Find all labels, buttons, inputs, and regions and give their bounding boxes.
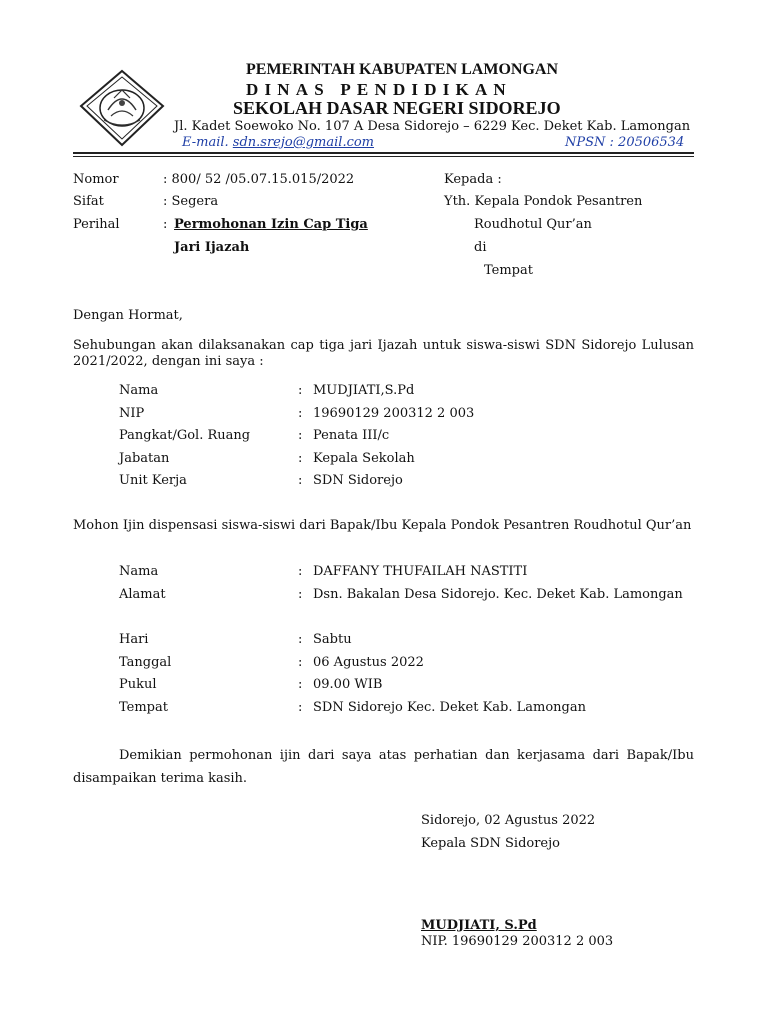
- detail-colon: :: [298, 700, 303, 715]
- email-label: E-mail.: [182, 135, 229, 150]
- email-link[interactable]: sdn.srejo@gmail.com: [232, 135, 375, 150]
- intro-paragraph: Sehubungan akan dilaksanakan cap tiga jari Ijazah untuk siswa-siswi SDN Sidorejo Lulusan 2021/2022, dengan ini saya :: [73, 338, 694, 369]
- detail-value: MUDJIATI,S.Pd: [313, 383, 415, 398]
- detail-label: Tempat: [119, 700, 168, 715]
- letterhead-address: Jl. Kadet Soewoko No. 107 A Desa Sidorejo – 6229 Kec. Deket Kab. Lamongan: [174, 119, 691, 134]
- letterhead-divider-thin: [73, 156, 694, 157]
- greeting: Dengan Hormat,: [73, 308, 183, 323]
- detail-colon: :: [298, 428, 303, 443]
- request-paragraph: Mohon Ijin dispensasi siswa-siswi dari Bapak/Ibu Kepala Pondok Pesantren Roudhotul Qur’an: [73, 518, 692, 533]
- detail-value: Penata III/c: [313, 428, 390, 443]
- nomor-label: Nomor: [73, 172, 119, 187]
- signature-place-date: Sidorejo, 02 Agustus 2022: [421, 813, 596, 828]
- detail-label: Tanggal: [119, 655, 172, 670]
- detail-colon: :: [298, 383, 303, 398]
- detail-colon: :: [298, 632, 303, 647]
- detail-colon: :: [298, 564, 303, 579]
- signature-name: MUDJIATI, S.Pd: [421, 918, 537, 933]
- detail-value: Kepala Sekolah: [313, 451, 415, 466]
- perihal-subject-line2: Jari Ijazah: [174, 240, 250, 255]
- detail-value: SDN Sidorejo: [313, 473, 403, 488]
- detail-value: Dsn. Bakalan Desa Sidorejo. Kec. Deket Kab. Lamongan: [313, 587, 683, 602]
- letterhead-npsn: NPSN : 20506534: [565, 135, 685, 150]
- nomor-value: : 800/ 52 /05.07.15.015/2022: [163, 172, 355, 187]
- detail-value: Sabtu: [313, 632, 352, 647]
- detail-label: Pukul: [119, 677, 157, 692]
- recipient-di: di: [474, 240, 487, 255]
- recipient-place: Tempat: [484, 263, 533, 278]
- detail-label: Unit Kerja: [119, 473, 187, 488]
- recipient-yth: Yth. Kepala Pondok Pesantren: [444, 194, 643, 209]
- detail-value: 06 Agustus 2022: [313, 655, 424, 670]
- detail-value: SDN Sidorejo Kec. Deket Kab. Lamongan: [313, 700, 586, 715]
- detail-value: 09.00 WIB: [313, 677, 383, 692]
- perihal-label: Perihal: [73, 217, 120, 232]
- sifat-value: : Segera: [163, 194, 219, 209]
- detail-label: NIP: [119, 406, 145, 421]
- sifat-label: Sifat: [73, 194, 104, 209]
- recipient-name: Roudhotul Qur’an: [474, 217, 592, 232]
- detail-label: Nama: [119, 383, 159, 398]
- letterhead-school: SEKOLAH DASAR NEGERI SIDOREJO: [233, 98, 561, 118]
- detail-label: Jabatan: [119, 451, 170, 466]
- letterhead-government: PEMERINTAH KABUPATEN LAMONGAN: [246, 61, 558, 78]
- detail-colon: :: [298, 451, 303, 466]
- letterhead-email-line: [182, 135, 374, 150]
- letterhead-department: DINAS PENDIDIKAN: [246, 80, 512, 99]
- signature-position: Kepala SDN Sidorejo: [421, 836, 560, 851]
- detail-label: Alamat: [119, 587, 166, 602]
- detail-colon: :: [298, 677, 303, 692]
- perihal-colon: :: [163, 217, 168, 232]
- closing-paragraph: Demikian permohonan ijin dari saya atas perhatian dan kerjasama dari Bapak/Ibu disampaikan terima kasih.: [73, 748, 694, 786]
- detail-colon: :: [298, 406, 303, 421]
- detail-value: 19690129 200312 2 003: [313, 406, 475, 421]
- signature-nip: NIP. 19690129 200312 2 003: [421, 934, 614, 949]
- government-emblem-icon: [78, 68, 166, 148]
- detail-value: DAFFANY THUFAILAH NASTITI: [313, 564, 528, 579]
- detail-colon: :: [298, 473, 303, 488]
- detail-colon: :: [298, 655, 303, 670]
- detail-colon: :: [298, 587, 303, 602]
- detail-label: Hari: [119, 632, 149, 647]
- letterhead-divider-thick: [73, 152, 694, 154]
- recipient-kepada: Kepada :: [444, 172, 502, 187]
- perihal-subject-line1: Permohonan Izin Cap Tiga: [174, 217, 368, 232]
- detail-label: Pangkat/Gol. Ruang: [119, 428, 251, 443]
- detail-label: Nama: [119, 564, 159, 579]
